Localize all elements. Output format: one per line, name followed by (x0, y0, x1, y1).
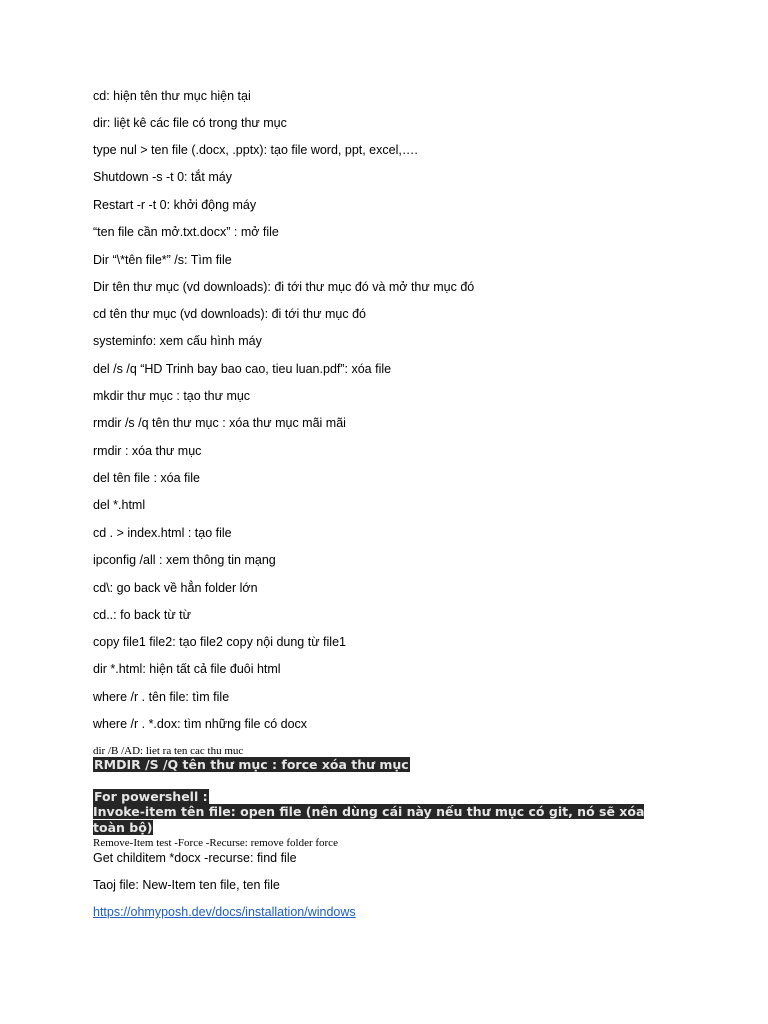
rmdir-highlight-line (93, 757, 410, 773)
text-line: Shutdown -s -t 0: tắt máy (93, 170, 232, 184)
text-line: Dir tên thư mục (vd downloads): đi tới thư mục đó và mở thư mục đó (93, 280, 475, 294)
text-line: dir: liệt kê các file có trong thư mục (93, 116, 287, 130)
text-line: “ten file cần mở.txt.docx” : mở file (93, 225, 279, 239)
text-line: where /r . tên file: tìm file (93, 690, 230, 704)
text-line: where /r . *.dox: tìm những file có docx (93, 717, 308, 731)
text-line: cd tên thư mục (vd downloads): đi tới thư mục đó (93, 307, 366, 321)
text-line: type nul > ten file (.docx, .pptx): tạo file word, ppt, excel,…. (93, 143, 418, 157)
text-line: rmdir /s /q tên thư mục : xóa thư mục mãi mãi (93, 416, 346, 430)
text-line: mkdir thư mục : tạo thư mục (93, 389, 251, 403)
powershell-heading-line (93, 789, 209, 805)
text-line: rmdir : xóa thư mục (93, 444, 202, 458)
text-line: cd . > index.html : tạo file (93, 526, 232, 540)
text-line: Dir “\*tên file*” /s: Tìm file (93, 253, 232, 267)
link-line (93, 905, 356, 920)
get-childitem-line: Get childitem *docx -recurse: find file (93, 851, 297, 865)
powershell-heading: For powershell : (94, 789, 208, 804)
new-item-line: Taoj file: New-Item ten file, ten file (93, 878, 280, 892)
invoke-item-block (93, 804, 653, 836)
text-line: cd\: go back về hẳn folder lớn (93, 581, 258, 595)
remove-item-line: Remove-Item test -Force -Recurse: remove folder force (93, 837, 338, 849)
text-line: dir *.html: hiện tất cả file đuôi html (93, 662, 281, 676)
rmdir-highlight-text: RMDIR /S /Q tên thư mục : force xóa thư mục (94, 757, 409, 772)
invoke-item-text: Invoke-item tên file: open file (nên dùng cái này nếu thư mục có git, nó sẽ xóa toàn bộ) (93, 804, 645, 835)
text-line: ipconfig /all : xem thông tin mạng (93, 553, 276, 567)
text-line: Restart -r -t 0: khởi động máy (93, 198, 257, 212)
text-line: del *.html (93, 498, 146, 512)
text-line: copy file1 file2: tạo file2 copy nội dung từ file1 (93, 635, 346, 649)
ohmyposh-link[interactable]: https://ohmyposh.dev/docs/installation/windows (93, 905, 356, 919)
dir-list-line: dir /B /AD: liet ra ten cac thu muc (93, 745, 244, 757)
text-line: cd: hiện tên thư mục hiện tại (93, 89, 251, 103)
text-line: cd..: fo back từ từ (93, 608, 192, 622)
text-line: del tên file : xóa file (93, 471, 201, 485)
text-line: del /s /q “HD Trinh bay bao cao, tieu luan.pdf”: xóa file (93, 362, 392, 376)
text-line: systeminfo: xem cấu hình máy (93, 334, 262, 348)
